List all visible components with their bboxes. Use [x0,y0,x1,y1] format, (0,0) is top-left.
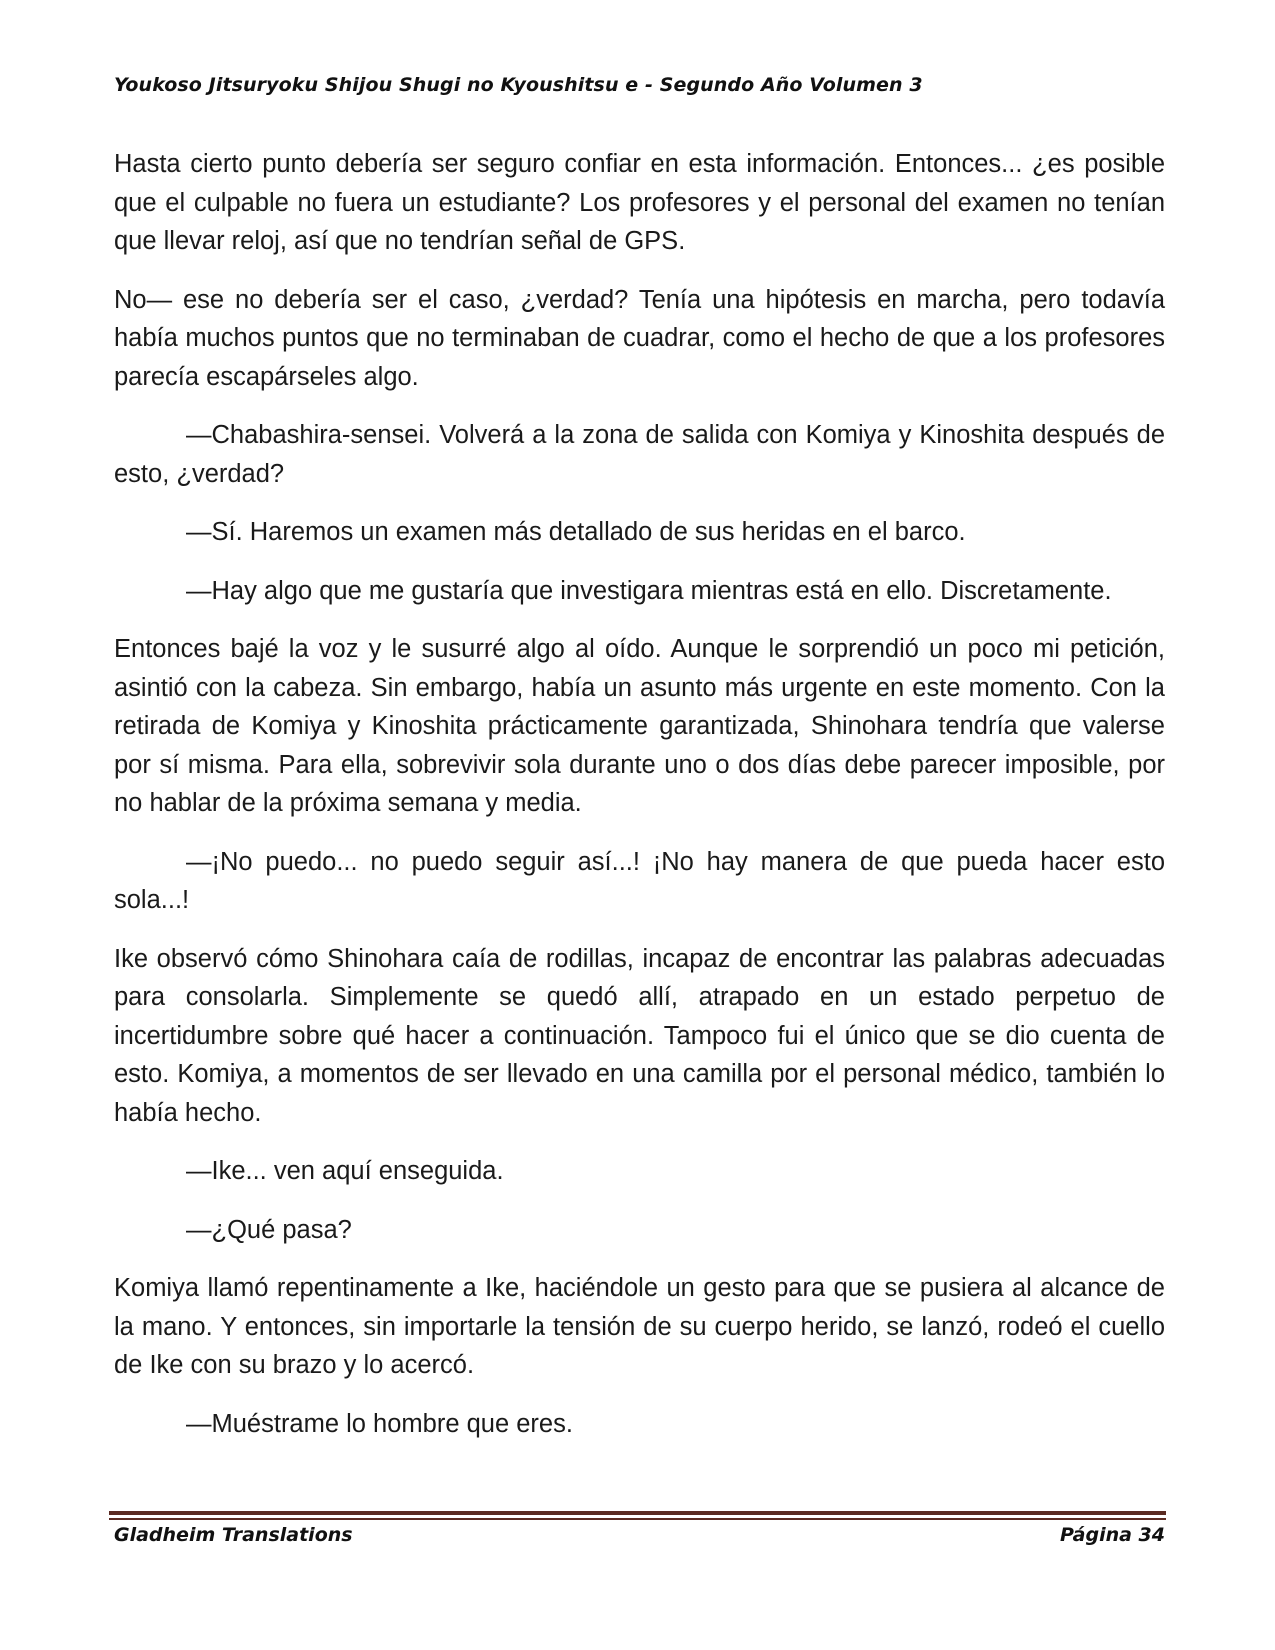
paragraph: Ike observó cómo Shinohara caía de rodillas, incapaz de encontrar las palabras adecuadas para consolarla. Simplemente se quedó allí, atrapado en un estado perpetuo de incertidumbre sobre qué hacer a continuación. Tampoco fui el único que se dio cuenta de esto. Komiya, a momentos de ser llevado en una camilla por el personal médico, también lo había hecho. [114,944,1165,1127]
footer-rule-thin [109,1518,1166,1520]
page-number: Página 34 [1059,1524,1165,1546]
running-header: Youkoso Jitsuryoku Shijou Shugi no Kyoushitsu e - Segundo Año Volumen 3 [114,74,923,96]
dialogue-line: —Muéstrame lo hombre que eres. [186,1409,573,1438]
footer-rule-thick [109,1511,1166,1515]
paragraph: Entonces bajé la voz y le susurré algo al oído. Aunque le sorprendió un poco mi petición, asintió con la cabeza. Sin embargo, había un asunto más urgente en este momento. Con la retirada de Komiya y Kinoshita prácticamente garantizada, Shinohara tendría que valerse por sí misma. Para ella, sobrevivir sola durante uno o dos días debe parecer imposible, por no hablar de la próxima semana y media. [114,635,1165,817]
body-text [114,145,1165,1463]
paragraph: Hasta cierto punto debería ser seguro confiar en esta información. Entonces... ¿es posible que el culpable no fuera un estudiante? Los profesores y el personal del examen no tenían que llevar reloj, así que no tendrían señal de GPS. [114,150,1165,255]
paragraph: No— ese no debería ser el caso, ¿verdad? Tenía una hipótesis en marcha, pero todavía había muchos puntos que no terminaban de cuadrar, como el hecho de que a los profesores parecía escapárseles algo. [114,285,1165,391]
dialogue-line: —Hay algo que me gustaría que investigara mientras está en ello. Discretamente. [186,576,1112,605]
dialogue-line: —Ike... ven aquí enseguida. [186,1157,504,1185]
dialogue-line: —Chabashira-sensei. Volverá a la zona de salida con Komiya y Kinoshita después de esto, ¿verdad? [114,421,1165,488]
dialogue-line: —Sí. Haremos un examen más detallado de sus heridas en el barco. [186,518,966,546]
footer-credit: Gladheim Translations [114,1524,353,1546]
dialogue-line: —¿Qué pasa? [186,1215,352,1244]
paragraph: Komiya llamó repentinamente a Ike, haciéndole un gesto para que se pusiera al alcance de la mano. Y entonces, sin importarle la tensión de su cuerpo herido, se lanzó, rodeó el cuello de Ike con su brazo y lo acercó. [114,1274,1165,1379]
dialogue-line: —¡No puedo... no puedo seguir así...! ¡No hay manera de que pueda hacer esto sola...! [114,847,1165,914]
